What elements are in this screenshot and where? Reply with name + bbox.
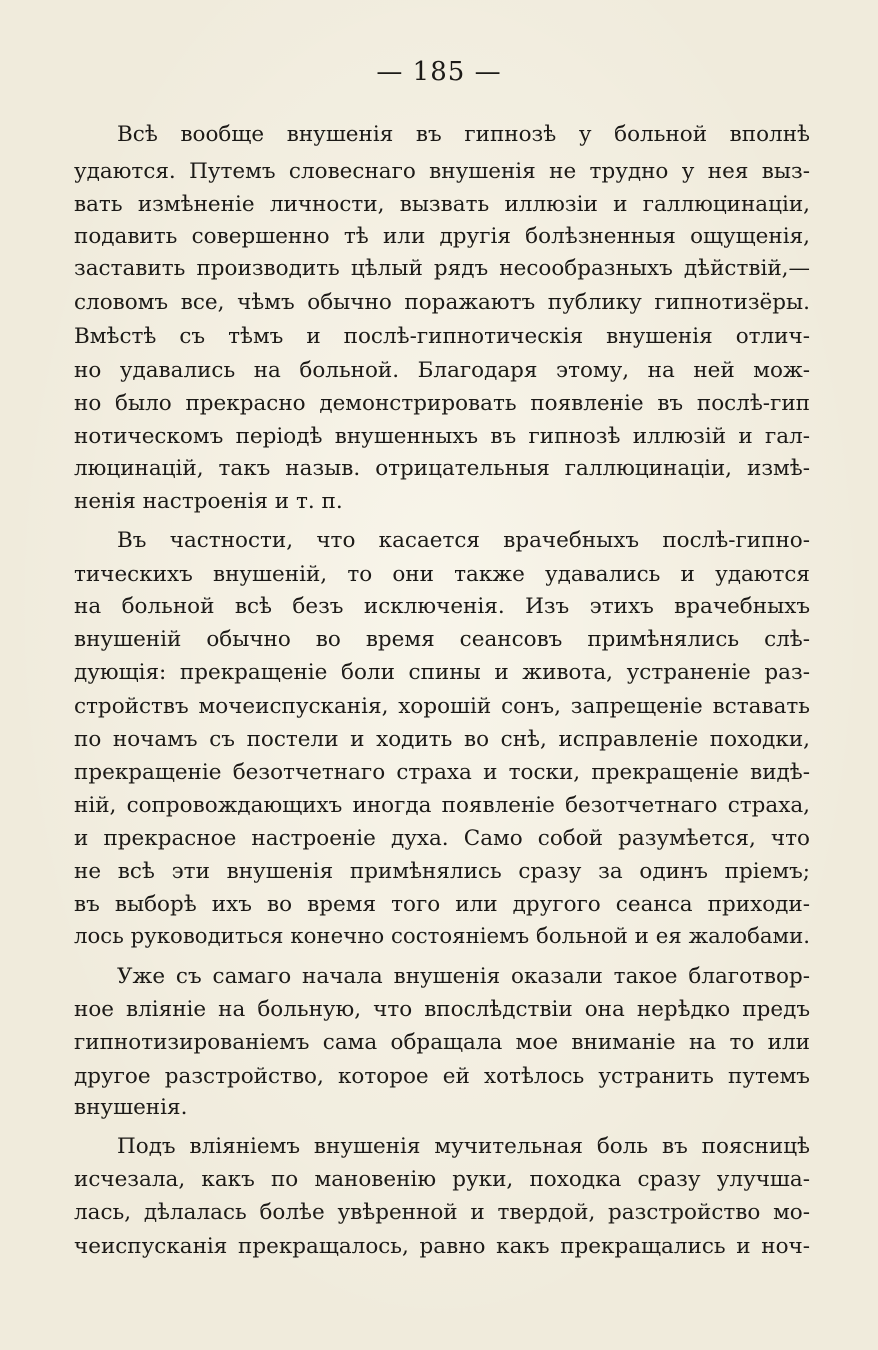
text-line: заставить производить цѣлый рядъ несообразныхъ дѣйствій,— — [74, 256, 810, 281]
text-line: на больной всѣ безъ исключенія. Изъ этихъ врачебныхъ — [74, 594, 810, 619]
page-number: — 185 — — [376, 57, 502, 87]
text-line: внушеній обычно во время сеансовъ примѣнялись слѣ- — [74, 627, 810, 652]
text-line: нотическомъ періодѣ внушенныхъ въ гипнозѣ иллюзій и гал- — [74, 424, 810, 449]
text-line: другое разстройство, которое ей хотѣлось устранить путемъ — [74, 1064, 810, 1089]
text-line: стройствъ мочеиспусканія, хорошій сонъ, запрещеніе вставать — [74, 694, 810, 719]
text-line: исчезала, какъ по мановенію руки, походка сразу улучша- — [74, 1167, 810, 1192]
text-line: внушенія. — [74, 1095, 188, 1120]
text-line: но удавались на больной. Благодаря этому, на ней мож- — [74, 358, 810, 383]
text-line: и прекрасное настроеніе духа. Само собой разумѣется, что — [74, 826, 810, 851]
text-line: не всѣ эти внушенія примѣнялись сразу за одинъ пріемъ; — [74, 859, 810, 884]
text-line: ній, сопровождающихъ иногда появленіе безотчетнаго страха, — [74, 793, 810, 818]
text-line: вать измѣненіе личности, вызвать иллюзіи и галлюцинаціи, — [74, 192, 810, 217]
text-line: дующія: прекращеніе боли спины и живота, устраненіе раз- — [74, 660, 810, 685]
text-line: тическихъ внушеній, то они также удавались и удаются — [74, 562, 810, 587]
text-line: Вмѣстѣ съ тѣмъ и послѣ-гипнотическія внушенія отлич- — [74, 324, 810, 349]
text-line: ное вліяніе на больную, что впослѣдствіи она нерѣдко предъ — [74, 997, 810, 1022]
text-line: удаются. Путемъ словеснаго внушенія не трудно у нея выз- — [74, 159, 810, 184]
text-line: лось руководиться конечно состояніемъ больной и ея жалобами. — [74, 924, 810, 949]
text-line: Всѣ вообще внушенія въ гипнозѣ у больной вполнѣ — [117, 122, 810, 147]
text-line: гипнотизированіемъ сама обращала мое вниманіе на то или — [74, 1030, 810, 1055]
text-line: въ выборѣ ихъ во время того или другого сеанса приходи- — [74, 892, 810, 917]
text-line: прекращеніе безотчетнаго страха и тоски, прекращеніе видѣ- — [74, 760, 810, 785]
text-line: ненія настроенія и т. п. — [74, 489, 343, 514]
text-line: словомъ все, чѣмъ обычно поражаютъ публику гипнотизёры. — [74, 290, 810, 315]
text-line: подавить совершенно тѣ или другія болѣзненныя ощущенія, — [74, 224, 810, 249]
text-line: лась, дѣлалась болѣе увѣренной и твердой, разстройство мо- — [74, 1200, 810, 1225]
text-line: Уже съ самаго начала внушенія оказали такое благотвор- — [117, 964, 810, 989]
text-line: чеиспусканія прекращалось, равно какъ прекращались и ноч- — [74, 1234, 810, 1259]
text-line: Въ частности, что касается врачебныхъ послѣ-гипно- — [117, 528, 810, 553]
text-line: люцинацій, такъ назыв. отрицательныя галлюцинаціи, измѣ- — [74, 456, 810, 481]
text-line: по ночамъ съ постели и ходить во снѣ, исправленіе походки, — [74, 727, 810, 752]
text-line: Подъ вліяніемъ внушенія мучительная боль въ поясницѣ — [117, 1134, 810, 1159]
text-line: но было прекрасно демонстрировать появленіе въ послѣ-гип — [74, 391, 810, 416]
